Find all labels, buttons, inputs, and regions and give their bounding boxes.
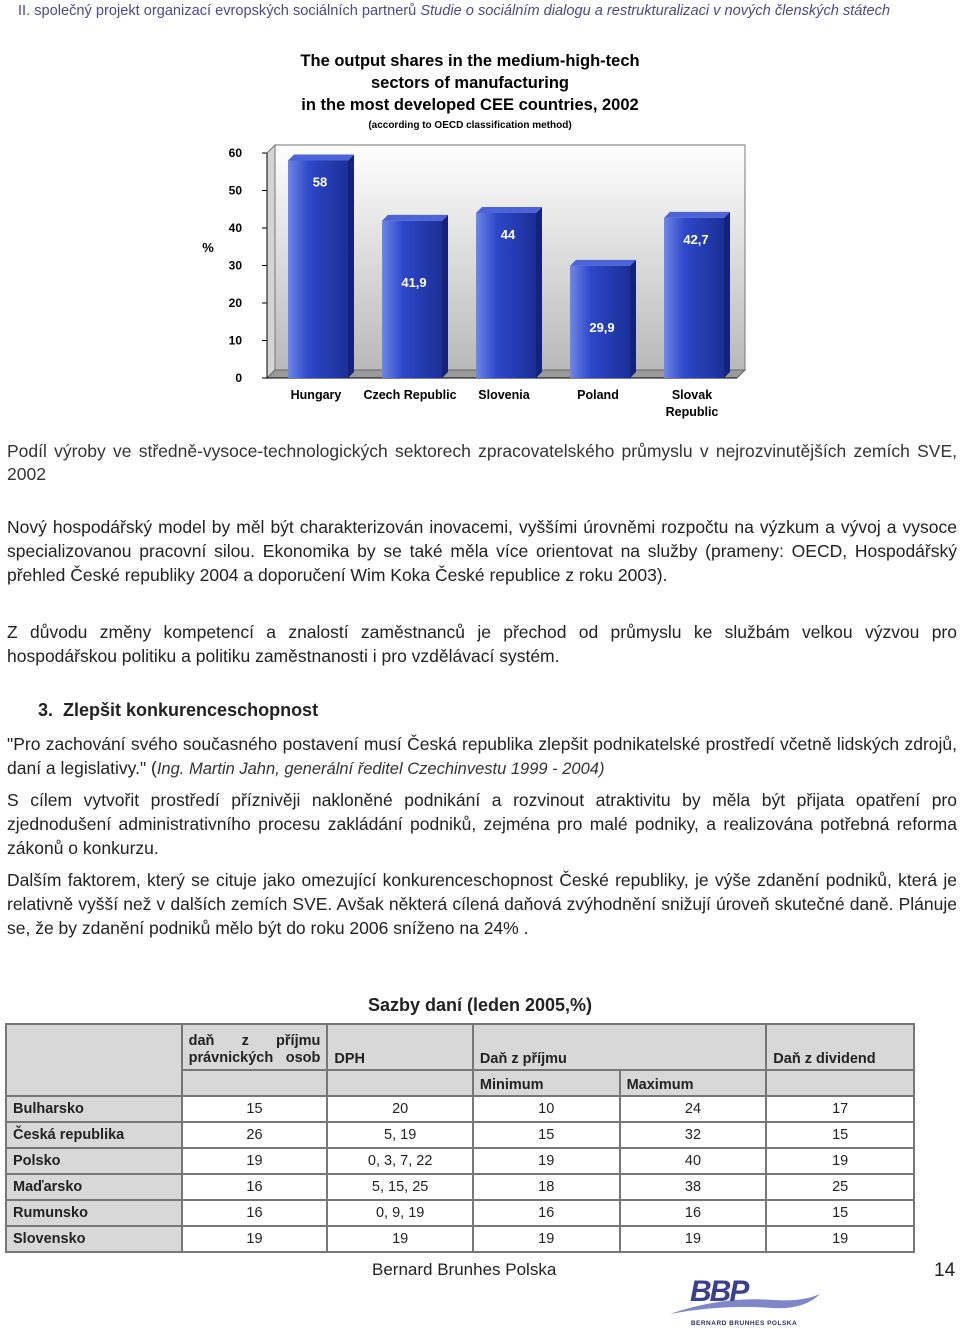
cell-corp: 16 xyxy=(182,1174,328,1200)
cell-vat: 0, 9, 19 xyxy=(327,1200,473,1226)
cell-div: 25 xyxy=(766,1174,914,1200)
cell-corp: 26 xyxy=(182,1122,328,1148)
cell-div: 15 xyxy=(766,1200,914,1226)
y-tick-label: 10 xyxy=(228,333,242,348)
bbp-logo xyxy=(662,1270,827,1328)
y-axis-label: % xyxy=(202,240,214,255)
cell-max: 32 xyxy=(620,1122,767,1148)
chart-title-line: sectors of manufacturing xyxy=(370,74,570,92)
bar-side xyxy=(442,215,448,378)
section-heading xyxy=(38,700,328,721)
bar-data-label: 29,9 xyxy=(589,319,615,335)
row-country: Rumunsko xyxy=(6,1200,182,1226)
table-row xyxy=(6,1226,914,1252)
header-study-title: Studie o sociálním dialogu a restrukturalizaci v nových členských státech xyxy=(420,3,891,19)
header-corner xyxy=(6,1024,182,1096)
table-header-row xyxy=(6,1024,914,1070)
row-country: Maďarsko xyxy=(6,1174,182,1200)
bar-top xyxy=(570,260,636,266)
cell-min: 10 xyxy=(473,1096,620,1122)
bar-top xyxy=(476,207,542,213)
cell-corp: 16 xyxy=(182,1200,328,1226)
header-corporate-tax: daň z příjmu právnických osob xyxy=(182,1024,328,1070)
bar xyxy=(288,161,348,379)
footer-company: Bernard Brunhes Polska xyxy=(372,1260,557,1279)
x-tick-label: Poland xyxy=(577,388,619,402)
cell-max: 19 xyxy=(620,1226,767,1252)
y-tick-label: 50 xyxy=(228,183,242,198)
chart-caption: Podíl výroby ve středně-vysoce-technologických sektorech zpracovatelského průmyslu v nejrozvinutějších zemích SVE, 2002 xyxy=(7,441,957,484)
cell-min: 18 xyxy=(473,1174,620,1200)
bar-side xyxy=(536,207,542,378)
cell-max: 38 xyxy=(620,1174,767,1200)
table-row xyxy=(6,1174,914,1200)
cell-max: 24 xyxy=(620,1096,767,1122)
bar-data-label: 44 xyxy=(500,227,516,242)
cell-min: 15 xyxy=(473,1122,620,1148)
y-tick-label: 40 xyxy=(228,221,242,235)
y-tick-label: 20 xyxy=(228,296,242,310)
section-title: Zlepšit konkurenceschopnost xyxy=(63,700,319,720)
table-row xyxy=(6,1096,914,1122)
chart-title-line: in the most developed CEE countries, 2002 xyxy=(301,96,639,114)
row-country: Bulharsko xyxy=(6,1096,182,1122)
x-tick-label: Czech Republic xyxy=(363,388,457,402)
bar-chart xyxy=(175,40,785,425)
quote-text: "Pro zachování svého současného postavení musí Česká republika zlepšit podnikatelské prostředí včetně lidských zdrojů, daní a legislativy." ( xyxy=(7,734,957,778)
row-country: Slovensko xyxy=(6,1226,182,1252)
para4-part1: Dalším faktorem, který se cituje jako omezující konkurenceschopnost České republiky, je výše zdanění podniků, která je relativně vyšší než v dalších zemích SVE. xyxy=(7,870,957,914)
cell-min: 19 xyxy=(473,1148,620,1174)
header-vat: DPH xyxy=(327,1024,473,1070)
subheader-empty-2 xyxy=(327,1070,473,1096)
x-tick-label: Republic xyxy=(665,405,719,419)
para1-part1: Nový hospodářský model by měl být charakterizován inovacemi, vyššími úrovněmi rozpočtu na výzkum a vývoj a vysoce specializovanou pracovní silou. xyxy=(7,517,957,561)
bar-side xyxy=(724,212,730,378)
cell-div: 19 xyxy=(766,1148,914,1174)
chart-svg xyxy=(175,40,785,425)
cell-div: 15 xyxy=(766,1122,914,1148)
header-maximum: Maximum xyxy=(620,1070,767,1096)
subheader-empty-3 xyxy=(766,1070,914,1096)
bar-top xyxy=(382,215,448,221)
cell-div: 19 xyxy=(766,1226,914,1252)
cell-vat: 20 xyxy=(327,1096,473,1122)
subheader-empty-1 xyxy=(182,1070,328,1096)
y-tick-label: 60 xyxy=(228,146,242,160)
bar-data-label: 42,7 xyxy=(683,231,709,247)
row-country: Česká republika xyxy=(6,1122,182,1148)
cell-vat: 5, 19 xyxy=(327,1122,473,1148)
cell-vat: 19 xyxy=(327,1226,473,1252)
bar-top xyxy=(288,155,354,161)
tax-rates-table xyxy=(5,1023,915,1253)
quote-author: Ing. Martin Jahn, generální ředitel Czechinvestu 1999 - 2004) xyxy=(156,760,605,778)
cell-vat: 0, 3, 7, 22 xyxy=(327,1148,473,1174)
y-tick-label: 0 xyxy=(235,371,242,385)
cell-vat: 5, 15, 25 xyxy=(327,1174,473,1200)
chart-subtitle: (according to OECD classification method) xyxy=(368,120,572,131)
chart-title-line: The output shares in the medium-high-tech xyxy=(300,52,640,70)
logo-tagline: BERNARD BRUNHES POLSKA xyxy=(690,1320,798,1327)
bar xyxy=(382,221,442,378)
paragraph-quote xyxy=(7,732,957,781)
cell-corp: 19 xyxy=(182,1226,328,1252)
para1-part2: Ekonomika by se také měla více orientovat na služby (prameny: OECD, Hospodářský přehled České republiky 2004 a doporučení Wim Koka České republice z roku 2003). xyxy=(7,541,957,585)
cell-max: 40 xyxy=(620,1148,767,1174)
chart-side-wall xyxy=(267,145,275,378)
header-dividend-tax: Daň z dividend xyxy=(766,1024,914,1070)
row-country: Polsko xyxy=(6,1148,182,1174)
x-tick-label: Hungary xyxy=(290,388,342,402)
paragraph-economic-model xyxy=(7,515,957,587)
bar-data-label: 58 xyxy=(312,174,328,190)
cell-corp: 19 xyxy=(182,1148,328,1174)
table-row xyxy=(6,1200,914,1226)
paragraph-competences: Z důvodu změny kompetencí a znalostí zaměstnanců je přechod od průmyslu ke službám velkou výzvou pro hospodářskou politiku a politiku zaměstnanosti i pro vzdělávací systém. xyxy=(7,622,957,666)
cell-min: 19 xyxy=(473,1226,620,1252)
header-project: II. společný projekt organizací evropských sociálních partnerů xyxy=(18,3,421,19)
cell-min: 16 xyxy=(473,1200,620,1226)
running-header xyxy=(18,3,948,19)
bar-side xyxy=(630,260,636,378)
x-tick-label: Slovak xyxy=(671,388,713,402)
cell-corp: 15 xyxy=(182,1096,328,1122)
section-number: 3. xyxy=(38,700,54,720)
logo-letters: BBP xyxy=(690,1275,748,1308)
bar-side xyxy=(348,155,354,379)
table-row xyxy=(6,1148,914,1174)
table-row xyxy=(6,1122,914,1148)
table-title: Sazby daní (leden 2005,%) xyxy=(367,995,593,1015)
para4-part2: Avšak některá cílená daňová zvýhodnění snižují úroveň skutečné daně. Plánuje se, že by zdanění podniků mělo být do roku 2006 sníženo na 24% . xyxy=(7,894,957,938)
paragraph-taxation xyxy=(7,868,957,940)
x-tick-label: Slovenia xyxy=(478,388,530,402)
bar-top xyxy=(664,212,730,218)
bar-data-label: 41,9 xyxy=(401,274,427,290)
cell-max: 16 xyxy=(620,1200,767,1226)
header-minimum: Minimum xyxy=(473,1070,620,1096)
cell-div: 17 xyxy=(766,1096,914,1122)
y-tick-label: 30 xyxy=(228,258,242,273)
paragraph-business-environment: S cílem vytvořit prostředí příznivěji nakloněné podnikání a rozvinout atraktivitu by měla být přijata opatření pro zjednodušení administrativního procesu zakládání podniků, zejména pro malé podniky, a realizována potřebná reforma zákonů o konkurzu. xyxy=(7,790,957,858)
header-income-tax: Daň z příjmu xyxy=(473,1024,766,1070)
page-number: 14 xyxy=(934,1260,956,1281)
